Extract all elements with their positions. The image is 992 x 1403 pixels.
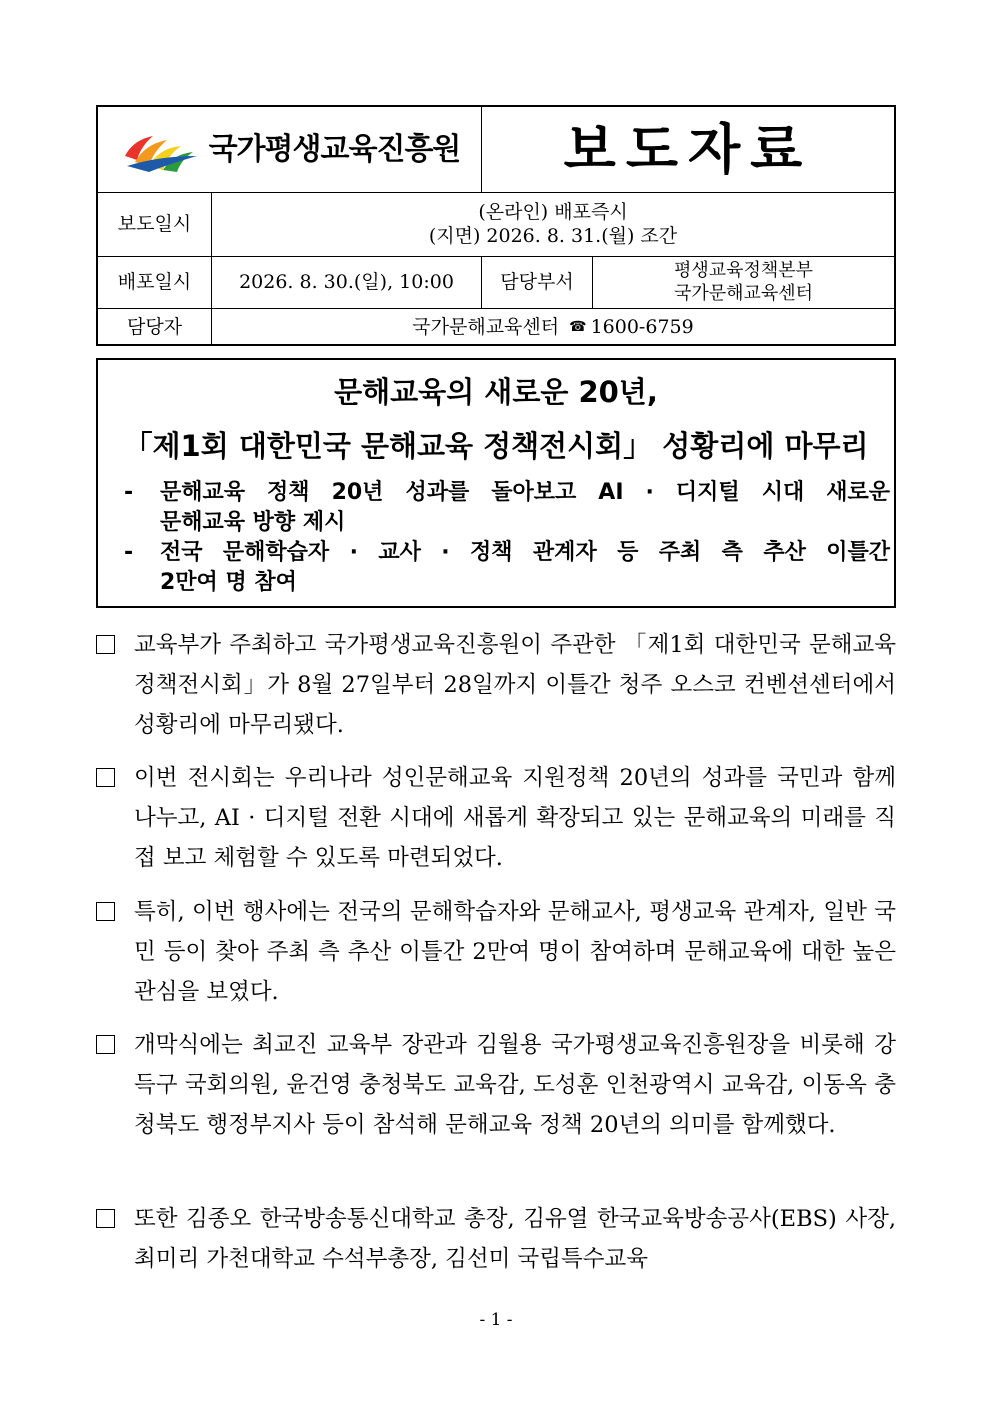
dept-line-1: 평생교육정책본부 [673,260,814,281]
contact-value [212,309,894,346]
subpoint-line: 문해교육 정책 20년 성과를 돌아보고 AI · 디지털 시대 새로운 [160,480,890,505]
body-paragraph [96,892,896,1012]
doc-type-cell [482,107,894,192]
subpoint-line: 전국 문해학습자 · 교사 · 정책 관계자 등 주최 측 추산 이틀간 [160,540,890,565]
org-logo-icon [119,126,201,174]
subpoint-dash: - [124,480,134,505]
release-online: (온라인) 배포즉시 [478,200,628,223]
paragraph-text: 특히, 이번 행사에는 전국의 문해학습자와 문해교사, 평생교육 관계자, 일반 국민 등이 찾아 주최 측 추산 이틀간 2만여 명이 참여하며 문해교육에 대한 높은 관심을 보였다. [134,899,896,1005]
contact-label: 담당자 [98,309,212,346]
header-row-title [98,107,894,193]
headline-box [96,358,896,608]
header-row-distribution [98,257,894,309]
contact-phone: 1600-6759 [590,315,694,338]
body-paragraph [96,625,896,745]
page-number: - 1 - [479,1310,513,1330]
headline-title-1: 문해교육의 새로운 20년, [334,375,658,409]
paragraph-text: 교육부가 주최하고 국가평생교육진흥원이 주관한 「제1회 대한민국 문해교육 정책전시회」가 8월 27일부터 28일까지 이틀간 청주 오스코 컨벤션센터에서 성황리에 마무리됐다. [134,632,896,738]
headline-title-2: 「제1회 대한민국 문해교육 정책전시회」 성황리에 마무리 [123,429,869,463]
subpoint-line: 문해교육 방향 제시 [160,510,346,535]
body-paragraph [96,1025,896,1145]
header-row-release [98,193,894,257]
release-label: 보도일시 [98,193,212,256]
bullet-box-icon [96,902,115,921]
release-print: (지면) 2026. 8. 31.(월) 조간 [428,224,678,247]
paragraph-text: 또한 김종오 한국방송통신대학교 총장, 김유열 한국교육방송공사(EBS) 사장, 최미리 가천대학교 수석부총장, 김선미 국립특수교육 [134,1206,896,1272]
subpoint-line: 2만여 명 참여 [160,570,297,595]
headline-subpoint [124,478,890,538]
org-name: 국가평생교육진흥원 [208,131,461,167]
dept-value [593,257,894,308]
bullet-box-icon [96,635,115,654]
bullet-box-icon [96,1209,115,1228]
header-row-contact [98,309,894,346]
dept-line-2: 국가문해교육센터 [673,282,814,304]
release-value [212,193,894,256]
doc-type-title: 보도자료 [563,117,813,181]
body-paragraph [96,1199,896,1279]
bullet-box-icon [96,768,115,787]
dept-label: 담당부서 [482,257,593,308]
paragraph-text: 개막식에는 최교진 교육부 장관과 김월용 국가평생교육진흥원장을 비롯해 강득구 국회의원, 윤건영 충청북도 교육감, 도성훈 인천광역시 교육감, 이동옥 충청북도 행정부지사 등이 참석해 문해교육 정책 20년의 의미를 함께했다. [134,1032,896,1138]
bullet-box-icon [96,1035,115,1054]
distribution-value: 2026. 8. 30.(일), 10:00 [212,257,482,308]
contact-org: 국가문해교육센터 [412,315,560,338]
headline-subpoint [124,538,890,598]
subpoint-dash: - [124,540,134,565]
phone-icon: ☎ [569,318,587,335]
logo-cell [98,107,482,192]
paragraph-text: 이번 전시회는 우리나라 성인문해교육 지원정책 20년의 성과를 국민과 함께 나누고, AI · 디지털 전환 시대에 새롭게 확장되고 있는 문해교육의 미래를 직접 보고 체험할 수 있도록 마련되었다. [134,765,896,871]
body-paragraph [96,758,896,878]
header-table [96,105,896,346]
distribution-label: 배포일시 [98,257,212,308]
